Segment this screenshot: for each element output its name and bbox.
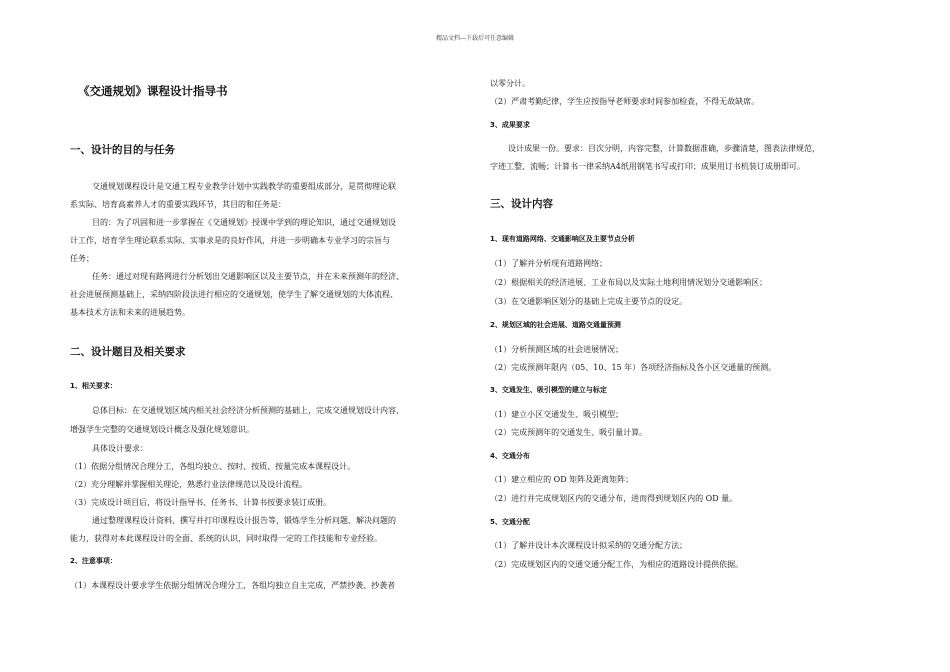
- paragraph-line: （3）完成设计项目后，将设计指导书、任务书、计算书按要求装订成册。: [70, 498, 332, 507]
- list-item: （1）了解并设计本次课程设计拟采纳的交通分配方法；: [490, 541, 688, 550]
- paragraph-line: 以零分计。: [490, 79, 530, 88]
- list-item: （1）建立相应的 OD 矩阵及距离矩阵；: [490, 475, 634, 484]
- section-1-heading: 一、设计的目的与任务: [70, 144, 175, 156]
- list-item: （2）完成规划区内的交通交通分配工作，为相应的道路设计提供依据。: [490, 560, 744, 569]
- section-2-heading: 二、设计题目及相关要求: [70, 346, 186, 358]
- paragraph-line: 基本技术方法和未来的进展趋势。: [70, 308, 190, 317]
- document-title: 《交通规划》课程设计指导书: [78, 84, 228, 98]
- paragraph-line: 社会进展预测基础上，采纳四阶段法进行相应的交通规划，使学生了解交通规划的大体流程、: [70, 290, 398, 299]
- paragraph-line: 系实际、培育高素养人才的重要实践环节，其目的和任务是：: [70, 200, 286, 209]
- paragraph-line: 交通规划课程设计是交通工程专业教学计划中实践教学的重要组成部分，是贯彻理论联: [92, 182, 396, 191]
- paragraph-line: 任务：通过对现有路网进行分析划出交通影响区以及主要节点，并在未来预测年的经济、: [92, 272, 404, 281]
- paragraph-line: 增强学生完整的交通规划设计概念及强化规划意识。: [70, 425, 254, 434]
- paragraph-line: 总体目标：在交通规划区域内相关社会经济分析预测的基础上，完成交通规划设计内容，: [92, 406, 404, 415]
- section-3-heading: 三、设计内容: [490, 198, 553, 210]
- paragraph-line: 计工作，培育学生理论联系实际、实事求是的良好作风，并进一步明确本专业学习的宗旨与: [70, 236, 390, 245]
- subsection-heading: 2、规划区域的社会进展、道路交通量预测: [490, 321, 621, 329]
- list-item: （2）完成预测年的交通发生、吸引量计算。: [490, 428, 648, 437]
- page-header: 精品文档---下载后可任意编辑: [435, 35, 515, 42]
- paragraph-line: （2）充分理解并掌握相关理论，熟悉行业法律规范以及设计流程。: [70, 480, 308, 489]
- paragraph-line: （2）严肃考勤纪律，学生应按指导老师要求时间参加检查，不得无故缺席。: [490, 97, 760, 106]
- list-item: （2）完成预测年限内（05、10、15 年）各项经济指标及各小区交通量的预测。: [490, 363, 777, 372]
- paragraph-line: 目的：为了巩固和进一步掌握在《交通规划》授课中学到的理论知识，通过交通规划设: [92, 218, 396, 227]
- subsection-heading: 2、注意事项：: [70, 557, 117, 565]
- subsection-heading: 3、成果要求: [490, 121, 530, 129]
- paragraph-line: 字迹工整、流畅；计算书一律采纳A4纸用钢笔书写或打印；成果用订书机装订成册即可。: [490, 162, 805, 171]
- paragraph-line: 设计成果一份。要求：目次分明，内容完整，计算数据准确，步骤清楚，图表法律规范，: [508, 144, 820, 153]
- subsection-heading: 1、现有道路网络、交通影响区及主要节点分析: [490, 235, 635, 243]
- subsection-heading: 5、交通分配: [490, 518, 530, 526]
- list-item: （2）根据相关的经济进展、工业布局以及实际土地利用情况划分交通影响区；: [490, 278, 768, 287]
- subsection-heading: 3、交通发生、吸引模型的建立与标定: [490, 386, 607, 394]
- list-item: （2）进行并完成规划区内的交通分布，进而得到规划区内的 OD 量。: [490, 494, 738, 503]
- paragraph-line: 任务；: [70, 254, 94, 263]
- paragraph-line: （1）依据分组情况合理分工，各组均独立、按时、按质、按量完成本课程设计。: [70, 462, 356, 471]
- paragraph-line: 能力，获得对本此课程设计的全面、系统的认识，同时取得一定的工作技能和专业经验。: [70, 534, 382, 543]
- list-item: （1）了解并分析现有道路网络；: [490, 259, 608, 268]
- paragraph-line: 通过整理课程设计资料、撰写并打印课程设计报告等，锻炼学生分析问题、解决问题的: [92, 516, 396, 525]
- subsection-heading: 1、相关要求：: [70, 382, 117, 390]
- paragraph-line: （1）本课程设计要求学生依据分组情况合理分工，各组均独立自主完成，严禁抄袭、抄袭者: [70, 581, 396, 590]
- subsection-heading: 4、交通分布: [490, 452, 530, 460]
- paragraph-line: 具体设计要求：: [92, 444, 148, 453]
- list-item: （3）在交通影响区划分的基础上完成主要节点的设定。: [490, 297, 688, 306]
- list-item: （1）建立小区交通发生、吸引模型；: [490, 410, 624, 419]
- list-item: （1）分析预测区域的社会进展情况；: [490, 345, 624, 354]
